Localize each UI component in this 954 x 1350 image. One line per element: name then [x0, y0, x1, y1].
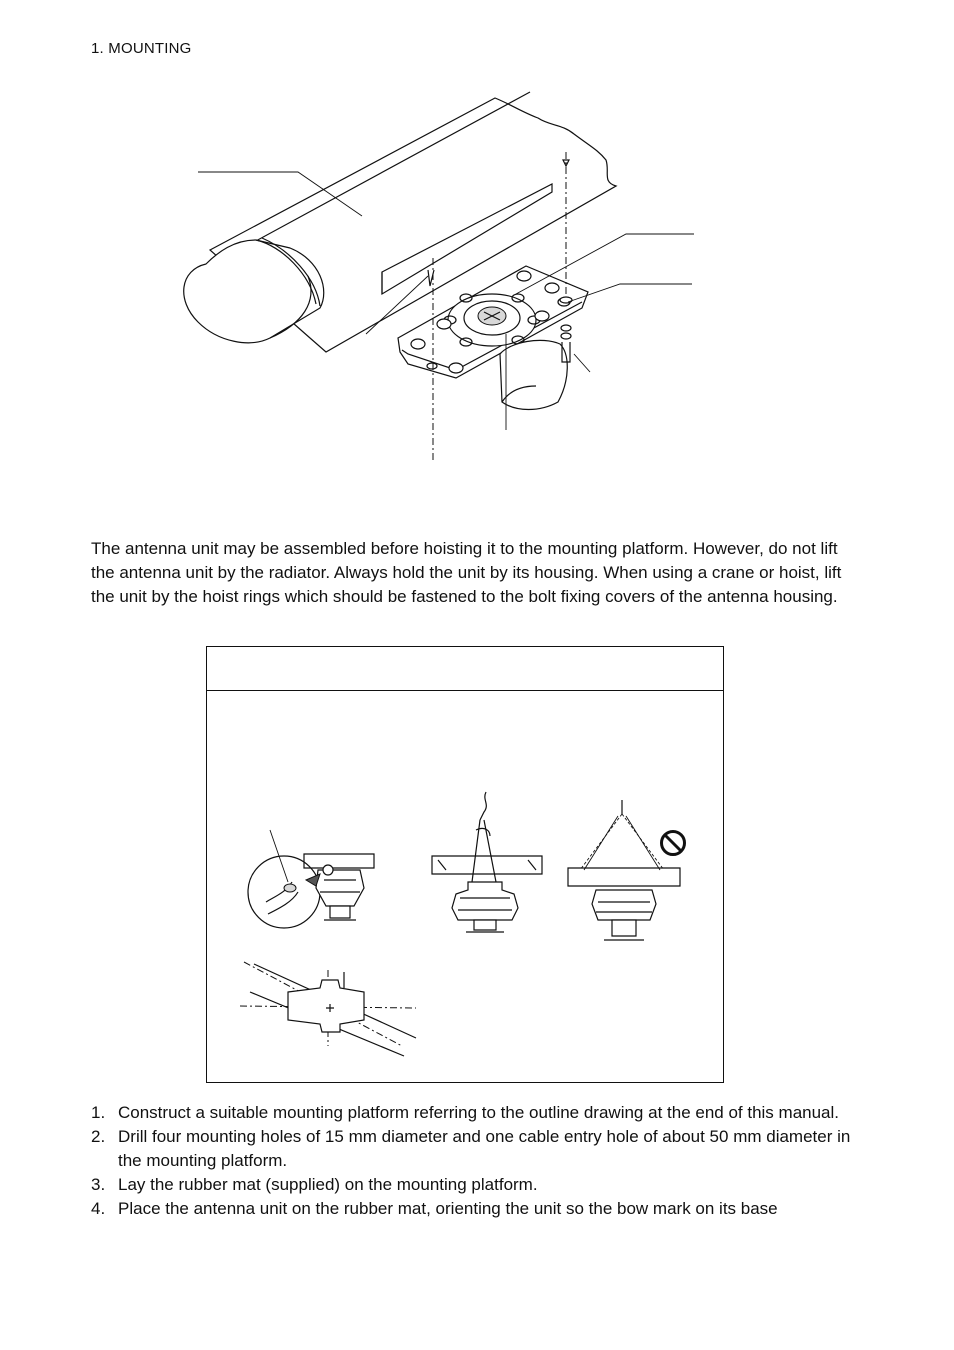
- step-text: Drill four mounting holes of 15 mm diameter and one cable entry hole of about 50 mm diameter in the mounting platform.: [118, 1127, 851, 1170]
- list-item: [91, 1197, 851, 1221]
- step-number: 1.: [91, 1103, 106, 1122]
- hoist-wrong-illustration: [566, 798, 690, 946]
- step-text: Place the antenna unit on the rubber mat, orienting the unit so the bow mark on its base: [118, 1199, 778, 1218]
- list-item: [91, 1125, 851, 1173]
- list-item: [91, 1101, 851, 1125]
- mounting-steps: [91, 1101, 851, 1221]
- frame-header-divider: [207, 690, 723, 691]
- step-text: Construct a suitable mounting platform referring to the outline drawing at the end of this manual.: [118, 1103, 840, 1122]
- section-header: 1. MOUNTING: [91, 40, 192, 57]
- bolt-detail-illustration: [246, 830, 376, 930]
- step-text: Lay the rubber mat (supplied) on the mounting platform.: [118, 1175, 538, 1194]
- step-number: 3.: [91, 1175, 106, 1194]
- antenna-assembly-illustration: [170, 90, 730, 470]
- prohibited-icon: [658, 828, 688, 858]
- list-item: [91, 1173, 851, 1197]
- intro-paragraph: The antenna unit may be assembled before hoisting it to the mounting platform. However, do not lift the antenna unit by the radiator. Always hold the unit by its housing. When using a crane or hoist, lift the unit by the hoist rings which should be fastened to the bolt fixing covers of the antenna housing.: [91, 539, 842, 606]
- step-number: 4.: [91, 1199, 106, 1218]
- orientation-illustration: [240, 958, 420, 1058]
- hoist-correct-illustration: [432, 790, 544, 940]
- step-number: 2.: [91, 1127, 106, 1146]
